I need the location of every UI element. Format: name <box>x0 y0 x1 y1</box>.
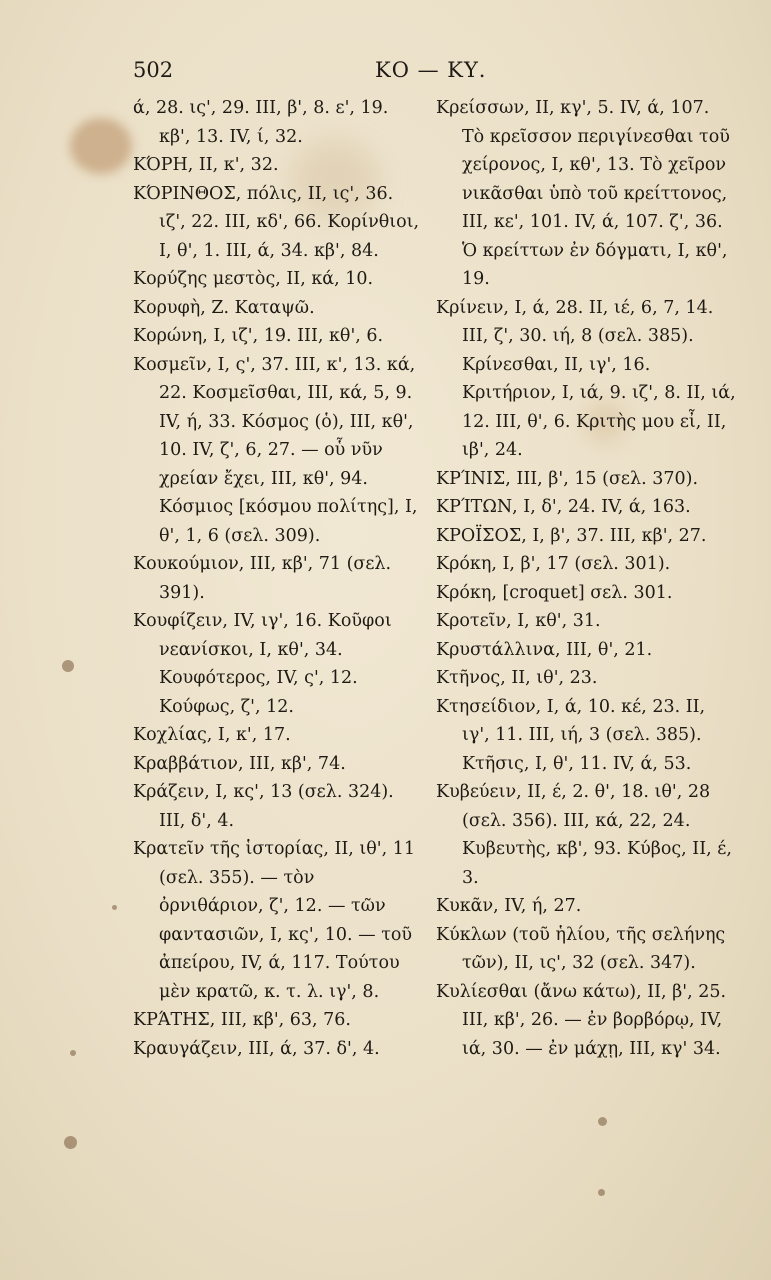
index-entry: Κραυγάζειν, III, ά, 37. δ', 4. <box>133 1038 380 1059</box>
page-number: 502 <box>133 58 174 82</box>
index-entry: Κτῆνος, II, ιθ', 23. <box>436 668 598 688</box>
ink-spot <box>70 1050 76 1056</box>
index-entry: Κρίνειν, I, ά, 28. II, ιέ, 6, 7, 14. III, ζ', 30. ιή, 8 (σελ. 385). Κρίνεσθαι, II, ιγ', 16. Κριτήριον, I, ιά, 9. ιζ', 8. II, ιά, 12. III, θ', 6. Κριτὴς μου εἶ, II, ιβ', 24. <box>436 297 736 460</box>
index-entry: Κτησείδιον, I, ά, 10. κέ, 23. II, ιγ', 11. III, ιή, 3 (σελ. 385). Κτῆσις, I, θ', 11. IV, ά, 53. <box>436 696 706 774</box>
index-entry: Κορυφὴ, Ζ. Καταψῶ. <box>133 297 315 318</box>
index-entry: Κουφίζειν, IV, ιγ', 16. Κοῦφοι νεανίσκοι, I, κθ', 34. Κουφότερος, IV, ς', 12. Κούφως, ζ', 12. <box>133 611 392 717</box>
index-entry: ΚΌΡΗ, II, κ', 32. <box>133 155 279 175</box>
index-entry: Κρόκη, I, β', 17 (σελ. 301). <box>436 554 671 574</box>
ink-spot <box>598 1189 605 1196</box>
page-stain <box>70 118 132 174</box>
index-entry: Κρείσσων, II, κγ', 5. IV, ά, 107. Τὸ κρεῖσσον περιγίνεσθαι τοῦ χείρονος, I, κθ', 13. Τὸ χεῖρον νικᾶσθαι ὑπὸ τοῦ κρείττονος, III, κε', 101. IV, ά, 107. ζ', 36. Ὁ κρείττων ἐν δόγματι, I, κθ', 19. <box>436 98 730 289</box>
running-head: ΚΟ — ΚΥ. <box>375 58 487 82</box>
index-entry: ΚΡΟΪΣΟΣ, I, β', 37. III, κβ', 27. <box>436 525 707 546</box>
index-entry: Κοχλίας, I, κ', 17. <box>133 725 291 745</box>
index-entry: Κραββάτιον, III, κβ', 74. <box>133 753 346 774</box>
index-entry: Κράζειν, I, κς', 13 (σελ. 324). III, δ', 4. <box>133 782 394 831</box>
index-entry: Κοσμεῖν, I, ς', 37. III, κ', 13. κά, 22. Κοσμεῖσθαι, III, κά, 5, 9. IV, ή, 33. Κόσμος (ὁ), III, κθ', 10. IV, ζ', 6, 27. — οὗ νῦν χρείαν ἔχει, III, κθ', 94. Κόσμιος [κόσμου πολίτης], I, θ', 1, 6 (σελ. 309). <box>133 354 418 546</box>
index-entry: ά, 28. ις', 29. III, β', 8. ε', 19. κβ', 13. IV, ί, 32. <box>133 98 389 147</box>
index-entry: Κουκούμιον, III, κβ', 71 (σελ. 391). <box>133 554 392 603</box>
index-entry: Κροτεῖν, I, κθ', 31. <box>436 611 601 631</box>
index-entry: Κυλίεσθαι (ἄνω κάτω), II, β', 25. III, κβ', 26. — ἐν βορβόρῳ, IV, ιά, 30. — ἐν μάχῃ, III, κγ' 34. <box>436 981 727 1059</box>
index-entry: ΚΌΡΙΝΘΟΣ, πόλις, II, ις', 36. ιζ', 22. III, κδ', 66. Κορίνθιοι, I, θ', 1. III, ά, 34. κβ', 84. <box>133 183 420 261</box>
index-entry: Κορύζης μεστὸς, II, κά, 10. <box>133 269 374 289</box>
index-entry: ΚΡΊΝΙΣ, III, β', 15 (σελ. 370). <box>436 468 699 489</box>
index-entry: Κυκᾶν, IV, ή, 27. <box>436 896 582 916</box>
ink-spot <box>112 905 117 910</box>
index-entry: Κυβεύειν, II, έ, 2. θ', 18. ιθ', 28 (σελ. 356). III, κά, 22, 24. Κυβευτὴς, κβ', 93. Κύβος, II, έ, 3. <box>436 782 732 888</box>
index-entry: Κρατεῖν τῆς ἱστορίας, II, ιθ', 11 (σελ. 355). — τὸν ὀρνιθάριον, ζ', 12. — τῶν φαντασιῶν, I, κς', 10. — τοῦ ἀπείρου, IV, ά, 117. Τούτου μὲν κρατῶ, κ. τ. λ. ιγ', 8. <box>133 839 415 1002</box>
index-column-left <box>133 94 423 1063</box>
page-header <box>133 58 723 88</box>
index-entry: ΚΡΆΤΗΣ, III, κβ', 63, 76. <box>133 1010 351 1030</box>
ink-spot <box>64 1136 77 1149</box>
index-entry: Κρυστάλλινα, III, θ', 21. <box>436 639 653 660</box>
ink-spot <box>598 1117 607 1126</box>
index-entry: Κρόκη, [croquet] σελ. 301. <box>436 582 673 603</box>
index-entry: Κορώνη, I, ιζ', 19. III, κθ', 6. <box>133 326 384 346</box>
ink-spot <box>62 660 74 672</box>
index-entry: Κύκλων (τοῦ ἡλίου, τῆς σελήνης τῶν), II, ις', 32 (σελ. 347). <box>436 924 726 973</box>
index-column-right <box>436 94 736 1063</box>
index-entry: ΚΡΊΤΩΝ, I, δ', 24. IV, ά, 163. <box>436 497 691 517</box>
